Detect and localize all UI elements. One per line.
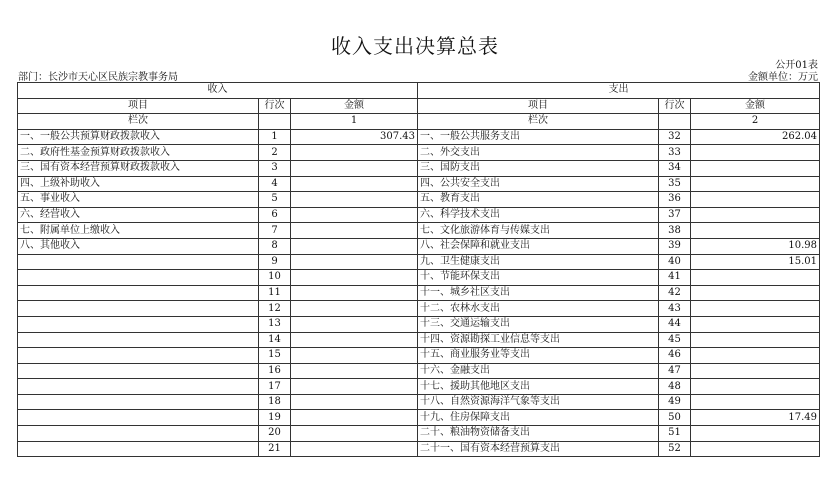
expense-amount-cell: 17.49 (691, 410, 820, 426)
income-item-cell (18, 426, 259, 442)
expense-item-cell: 十三、交通运输支出 (418, 316, 659, 332)
income-item-cell: 一、一般公共预算财政拨款收入 (18, 129, 259, 145)
expense-line-cell: 37 (659, 207, 691, 223)
expense-line-cell: 48 (659, 379, 691, 395)
expense-item-cell: 十二、农林水支出 (418, 301, 659, 317)
table-row (18, 207, 820, 223)
expense-amount-cell (691, 160, 820, 176)
expense-line-cell: 50 (659, 410, 691, 426)
expense-line-cell: 46 (659, 348, 691, 364)
income-amount-cell (291, 223, 418, 239)
income-item-cell: 八、其他收入 (18, 238, 259, 254)
expense-item-cell: 十八、自然资源海洋气象等支出 (418, 394, 659, 410)
income-item-cell (18, 301, 259, 317)
expense-item-cell: 十、节能环保支出 (418, 270, 659, 286)
table-row (18, 145, 820, 161)
income-amount-cell (291, 301, 418, 317)
expense-amount-cell (691, 285, 820, 301)
expense-item-cell: 十六、金融支出 (418, 363, 659, 379)
income-line-cell: 12 (259, 301, 291, 317)
income-item-cell (18, 285, 259, 301)
table-row (18, 270, 820, 286)
table-row (18, 332, 820, 348)
income-line-cell: 5 (259, 192, 291, 208)
expense-line-cell: 51 (659, 426, 691, 442)
table-row (18, 285, 820, 301)
income-item-cell: 三、国有资本经营预算财政拨款收入 (18, 160, 259, 176)
income-item-cell (18, 394, 259, 410)
expense-item-cell: 十七、援助其他地区支出 (418, 379, 659, 395)
expense-item-cell: 一、一般公共服务支出 (418, 129, 659, 145)
expense-line-cell: 45 (659, 332, 691, 348)
expense-amount-cell (691, 426, 820, 442)
expense-line-cell: 38 (659, 223, 691, 239)
income-item-cell: 七、附属单位上缴收入 (18, 223, 259, 239)
income-amount-cell (291, 441, 418, 457)
income-amount-cell (291, 316, 418, 332)
table-row (18, 426, 820, 442)
expense-item-cell: 二十一、国有资本经营预算支出 (418, 441, 659, 457)
table-row (18, 410, 820, 426)
table-row (18, 223, 820, 239)
table-row (18, 160, 820, 176)
income-expense-table (17, 82, 820, 457)
income-line-cell: 17 (259, 379, 291, 395)
income-line-cell: 19 (259, 410, 291, 426)
expense-amount-cell (691, 176, 820, 192)
income-item-cell (18, 379, 259, 395)
income-line-cell: 16 (259, 363, 291, 379)
expense-item-cell: 六、科学技术支出 (418, 207, 659, 223)
expense-line-cell: 52 (659, 441, 691, 457)
expense-item-cell: 七、文化旅游体育与传媒支出 (418, 223, 659, 239)
income-amount-cell (291, 348, 418, 364)
income-amount-cell (291, 207, 418, 223)
expense-amount-cell (691, 363, 820, 379)
income-amount-cell (291, 238, 418, 254)
page-title: 收入支出决算总表 (331, 34, 499, 58)
expense-line-cell: 33 (659, 145, 691, 161)
table-row (18, 316, 820, 332)
expense-column-order-label: 栏次 (418, 114, 659, 130)
expense-item-cell: 三、国防支出 (418, 160, 659, 176)
income-line-cell: 21 (259, 441, 291, 457)
expense-section-header: 支出 (418, 83, 820, 99)
income-amount-cell (291, 254, 418, 270)
table-row (18, 176, 820, 192)
income-line-cell: 8 (259, 238, 291, 254)
income-section-header: 收入 (18, 83, 418, 99)
expense-amount-cell (691, 379, 820, 395)
expense-line-cell: 35 (659, 176, 691, 192)
expense-amount-cell (691, 270, 820, 286)
column-header-row (18, 98, 820, 114)
expense-item-cell: 五、教育支出 (418, 192, 659, 208)
expense-line-cell: 39 (659, 238, 691, 254)
expense-item-cell: 十五、商业服务业等支出 (418, 348, 659, 364)
income-amount-cell (291, 379, 418, 395)
table-row (18, 129, 820, 145)
income-amount-cell (291, 192, 418, 208)
income-amount-cell (291, 410, 418, 426)
income-line-header: 行次 (259, 98, 291, 114)
table-body (18, 129, 820, 456)
table-row (18, 238, 820, 254)
expense-item-cell: 八、社会保障和就业支出 (418, 238, 659, 254)
income-item-cell (18, 332, 259, 348)
expense-item-cell: 九、卫生健康支出 (418, 254, 659, 270)
income-line-cell: 15 (259, 348, 291, 364)
income-item-cell (18, 441, 259, 457)
expense-line-header: 行次 (659, 98, 691, 114)
expense-item-cell: 二、外交支出 (418, 145, 659, 161)
table-row (18, 394, 820, 410)
income-line-cell: 3 (259, 160, 291, 176)
income-amount-cell: 307.43 (291, 129, 418, 145)
amount-unit-label: 金额单位：万元 (748, 72, 818, 83)
income-item-cell (18, 348, 259, 364)
expense-amount-cell: 262.04 (691, 129, 820, 145)
table-row (18, 348, 820, 364)
expense-item-header: 项目 (418, 98, 659, 114)
expense-amount-cell (691, 332, 820, 348)
table-row (18, 441, 820, 457)
income-amount-cell (291, 270, 418, 286)
income-amount-cell (291, 363, 418, 379)
expense-amount-cell (691, 301, 820, 317)
expense-item-cell: 十一、城乡社区支出 (418, 285, 659, 301)
income-line-cell: 6 (259, 207, 291, 223)
expense-amount-cell (691, 348, 820, 364)
expense-amount-cell: 10.98 (691, 238, 820, 254)
income-amount-cell (291, 394, 418, 410)
income-amount-cell (291, 285, 418, 301)
income-amount-cell (291, 176, 418, 192)
income-line-cell: 14 (259, 332, 291, 348)
expense-line-cell: 49 (659, 394, 691, 410)
table-row (18, 301, 820, 317)
income-item-cell: 五、事业收入 (18, 192, 259, 208)
income-column-order-label: 栏次 (18, 114, 259, 130)
income-line-cell: 18 (259, 394, 291, 410)
expense-column-order-number: 2 (691, 114, 820, 130)
expense-line-cell: 36 (659, 192, 691, 208)
income-line-cell: 1 (259, 129, 291, 145)
expense-amount-cell (691, 316, 820, 332)
expense-amount-cell (691, 207, 820, 223)
income-column-order-number: 1 (291, 114, 418, 130)
expense-item-cell: 二十、粮油物资储备支出 (418, 426, 659, 442)
income-line-cell: 2 (259, 145, 291, 161)
income-column-order-line (259, 114, 291, 130)
income-item-cell (18, 363, 259, 379)
income-line-cell: 4 (259, 176, 291, 192)
income-amount-cell (291, 426, 418, 442)
income-item-cell: 四、上级补助收入 (18, 176, 259, 192)
expense-line-cell: 40 (659, 254, 691, 270)
expense-line-cell: 34 (659, 160, 691, 176)
expense-line-cell: 43 (659, 301, 691, 317)
income-amount-cell (291, 160, 418, 176)
income-item-cell: 六、经营收入 (18, 207, 259, 223)
expense-line-cell: 41 (659, 270, 691, 286)
income-line-cell: 10 (259, 270, 291, 286)
income-amount-header: 金额 (291, 98, 418, 114)
expense-line-cell: 42 (659, 285, 691, 301)
income-item-cell (18, 316, 259, 332)
income-line-cell: 11 (259, 285, 291, 301)
income-line-cell: 7 (259, 223, 291, 239)
expense-line-cell: 44 (659, 316, 691, 332)
table-row (18, 379, 820, 395)
department-label: 部门：长沙市天心区民族宗教事务局 (18, 72, 178, 83)
expense-column-order-line (659, 114, 691, 130)
income-item-cell: 二、政府性基金预算财政拨款收入 (18, 145, 259, 161)
section-header-row (18, 83, 820, 99)
income-line-cell: 20 (259, 426, 291, 442)
expense-amount-cell (691, 441, 820, 457)
expense-amount-cell (691, 394, 820, 410)
income-item-cell (18, 270, 259, 286)
income-item-cell (18, 254, 259, 270)
expense-item-cell: 四、公共安全支出 (418, 176, 659, 192)
expense-line-cell: 32 (659, 129, 691, 145)
income-item-cell (18, 410, 259, 426)
expense-item-cell: 十九、住房保障支出 (418, 410, 659, 426)
expense-amount-header: 金额 (691, 98, 820, 114)
expense-amount-cell (691, 223, 820, 239)
table-row (18, 363, 820, 379)
expense-amount-cell: 15.01 (691, 254, 820, 270)
income-item-header: 项目 (18, 98, 259, 114)
expense-item-cell: 十四、资源勘探工业信息等支出 (418, 332, 659, 348)
income-amount-cell (291, 145, 418, 161)
table-row (18, 254, 820, 270)
income-line-cell: 13 (259, 316, 291, 332)
expense-line-cell: 47 (659, 363, 691, 379)
income-line-cell: 9 (259, 254, 291, 270)
expense-amount-cell (691, 145, 820, 161)
form-number: 公开01表 (775, 60, 818, 71)
column-order-row (18, 114, 820, 130)
income-amount-cell (291, 332, 418, 348)
table-row (18, 192, 820, 208)
expense-amount-cell (691, 192, 820, 208)
